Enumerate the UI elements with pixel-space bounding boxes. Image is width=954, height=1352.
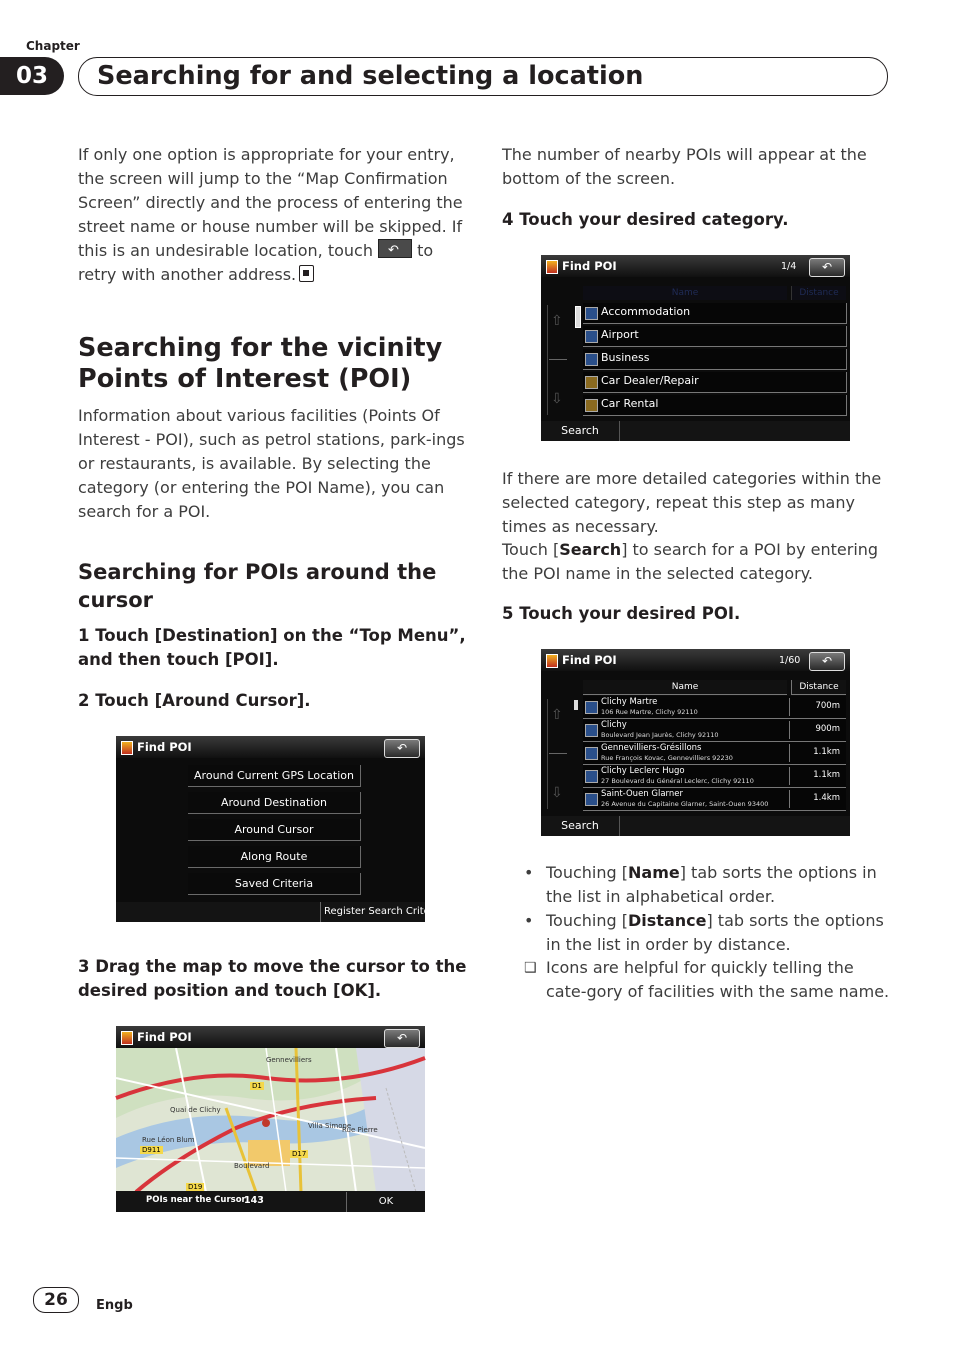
- bullet-icon: •: [524, 911, 534, 930]
- name-tab[interactable]: Name: [583, 680, 787, 695]
- menu-along-route[interactable]: Along Route: [188, 846, 361, 868]
- poi-distance: 700m: [815, 701, 840, 711]
- paragraph-search: [502, 538, 894, 586]
- category-row[interactable]: [583, 326, 847, 347]
- pois-near-cursor-label: POIs near the Cursor:: [146, 1195, 250, 1205]
- poi-row[interactable]: [583, 742, 846, 765]
- back-button[interactable]: ↶: [384, 739, 420, 758]
- car-repair-icon: [585, 376, 598, 389]
- name-tab[interactable]: Name: [583, 286, 787, 300]
- map-cursor-marker[interactable]: [262, 1119, 270, 1127]
- business-icon: [585, 353, 598, 366]
- poi-address: 27 Boulevard du Général Leclerc, Clichy 92110: [601, 777, 754, 785]
- screen-title: Find POI: [137, 740, 192, 754]
- page-indicator: 1/60: [779, 655, 801, 666]
- text: Touching [: [546, 863, 628, 882]
- poi-icon: [546, 260, 558, 274]
- end-of-section-icon: [299, 265, 314, 282]
- language-code: Engb: [96, 1298, 133, 1313]
- paragraph-detailed-categories: If there are more detailed categories within the selected category, repeat this step as many times as necessary.: [502, 469, 882, 536]
- menu-around-cursor[interactable]: Around Cursor: [188, 819, 361, 841]
- poi-name: Clichy Leclerc Hugo: [601, 766, 685, 776]
- category-label: Car Dealer/Repair: [601, 374, 699, 387]
- car-rental-icon: [585, 399, 598, 412]
- divider: [789, 721, 790, 739]
- section-title: Searching for the vicinity Points of Interest (POI): [78, 333, 443, 394]
- category-label: Airport: [601, 328, 639, 341]
- step-5: 5 Touch your desired POI.: [502, 604, 741, 623]
- step-2: 2 Touch [Around Cursor].: [78, 691, 311, 710]
- poi-name: Clichy Martre: [601, 697, 658, 707]
- register-search-criteria-button[interactable]: Register Search Criteria: [320, 902, 443, 922]
- category-row[interactable]: [583, 372, 847, 393]
- subsection-title: Searching for POIs around the cursor: [78, 560, 437, 612]
- page-indicator: 1/4: [781, 261, 797, 272]
- screenshot-poi-categories: [541, 255, 850, 441]
- name-keyword: Name: [628, 863, 680, 882]
- poi-name: Saint-Ouen Glarner: [601, 789, 683, 799]
- search-button[interactable]: Search: [541, 816, 620, 836]
- poi-icon: [121, 1031, 133, 1045]
- screen-title: Find POI: [562, 653, 617, 667]
- distance-keyword: Distance: [628, 911, 707, 930]
- category-row[interactable]: [583, 349, 847, 370]
- road-label: D19: [188, 1183, 203, 1191]
- poi-name: Gennevilliers-Grésillons: [601, 743, 702, 753]
- divider: [789, 767, 790, 785]
- search-keyword: Search: [559, 540, 622, 559]
- category-label: Accommodation: [601, 305, 691, 318]
- poi-address: 106 Rue Martre, Clichy 92110: [601, 708, 698, 716]
- pois-near-cursor-count: 143: [244, 1195, 264, 1206]
- intro-text-end: to retry with another address.: [78, 241, 434, 284]
- scrollbar-thumb[interactable]: [574, 700, 578, 710]
- screen-title: Find POI: [562, 259, 617, 273]
- poi-row[interactable]: [583, 788, 846, 811]
- screenshot-find-poi-menu: [116, 736, 443, 922]
- divider: [789, 790, 790, 808]
- scroll-up-icon[interactable]: ⇧: [551, 313, 563, 329]
- step-3: 3 Drag the map to move the cursor to the desired position and touch [OK].: [78, 957, 467, 1000]
- poi-distance: 1.4km: [813, 793, 840, 803]
- back-button[interactable]: ↶: [384, 1029, 420, 1048]
- street-name: Rue Pierre: [342, 1126, 378, 1134]
- screen-title: Find POI: [137, 1030, 192, 1044]
- street-name: Rue Léon Blum: [142, 1136, 195, 1144]
- category-row[interactable]: [583, 395, 847, 416]
- scroll-up-icon[interactable]: ⇧: [551, 707, 563, 723]
- bullet-distance-tab: [524, 909, 892, 957]
- category-row[interactable]: [583, 303, 847, 324]
- section-body: Information about various facilities (Points Of Interest - POI), such as petrol stations, park-ings or restaurants, is available. By selecting the category (or entering the POI Name), you can search for a POI.: [78, 406, 465, 521]
- poi-address: Rue François Kovac, Gennevilliers 92230: [601, 754, 733, 762]
- step-1: 1 Touch [Destination] on the “Top Menu”, and then touch [POI].: [78, 626, 466, 669]
- scroll-down-icon[interactable]: ⇩: [551, 785, 563, 801]
- distance-tab[interactable]: Distance: [791, 680, 846, 695]
- street-name: Villa Simone: [308, 1122, 352, 1130]
- street-name: Gennevilliers: [266, 1056, 312, 1064]
- text: Touching [: [546, 911, 628, 930]
- back-button[interactable]: ↶: [809, 652, 845, 671]
- distance-tab[interactable]: Distance: [791, 286, 846, 300]
- train-station-icon: [585, 747, 598, 760]
- text: Touch [: [502, 540, 560, 559]
- category-label: Business: [601, 351, 650, 364]
- divider: [789, 744, 790, 762]
- poi-address: Boulevard Jean Jaurès, Clichy 92110: [601, 731, 719, 739]
- menu-saved-criteria[interactable]: Saved Criteria: [188, 873, 361, 895]
- poi-icon: [121, 741, 133, 755]
- chapter-label: Chapter: [26, 39, 80, 53]
- right-intro: The number of nearby POIs will appear at the bottom of the screen.: [502, 145, 867, 188]
- train-station-icon: [585, 793, 598, 806]
- step-4: 4 Touch your desired category.: [502, 210, 789, 229]
- road-label: D911: [142, 1146, 161, 1154]
- page-number: 26: [33, 1287, 79, 1313]
- road-label: D17: [292, 1150, 307, 1158]
- note-box-icon: ❑: [524, 960, 537, 976]
- menu-around-destination[interactable]: Around Destination: [188, 792, 361, 814]
- text: ] to search for a POI by entering the POI name in the selected category.: [502, 540, 879, 583]
- street-name: Boulevard: [234, 1162, 270, 1170]
- menu-around-gps[interactable]: Around Current GPS Location: [188, 765, 361, 787]
- map-view[interactable]: [116, 1048, 425, 1192]
- airport-icon: [585, 330, 598, 343]
- bullet-icon: •: [524, 863, 534, 882]
- intro-text: If only one option is appropriate for your entry, the screen will jump to the “Map Confirmation Screen” directly and the process of entering the street name or house number will be skipped. If this is an undesirable location, touch: [78, 145, 463, 260]
- train-station-icon: [585, 724, 598, 737]
- note-icons: [524, 956, 892, 1004]
- divider: [549, 753, 567, 754]
- screenshot-map-cursor: [116, 1026, 425, 1212]
- scrollbar-thumb[interactable]: [575, 306, 581, 328]
- poi-icon: [546, 654, 558, 668]
- note-text: Icons are helpful for quickly telling the cate-gory of facilities with the same name.: [546, 958, 890, 1001]
- hotel-icon: [585, 307, 598, 320]
- screenshot-poi-results: [541, 649, 850, 836]
- text: ] tab sorts the options in the list in alphabetical order.: [546, 863, 877, 906]
- poi-distance: 900m: [815, 724, 840, 734]
- poi-row[interactable]: [583, 719, 846, 742]
- poi-distance: 1.1km: [813, 770, 840, 780]
- intro-paragraph: [78, 143, 466, 287]
- train-station-icon: [585, 701, 598, 714]
- divider: [789, 698, 790, 716]
- category-label: Car Rental: [601, 397, 659, 410]
- scrollbar-track: [547, 305, 548, 415]
- poi-distance: 1.1km: [813, 747, 840, 757]
- chapter-title: Searching for and selecting a location: [97, 61, 644, 91]
- poi-name: Clichy: [601, 720, 627, 730]
- back-button-icon: [378, 239, 412, 258]
- bullet-name-tab: [524, 861, 892, 909]
- street-name: Quai de Clichy: [170, 1106, 221, 1114]
- search-button[interactable]: Search: [541, 421, 620, 441]
- scrollbar-track: [547, 699, 548, 809]
- text: ] tab sorts the options in the list in order by distance.: [546, 911, 884, 954]
- back-button[interactable]: ↶: [809, 258, 845, 277]
- poi-row[interactable]: [583, 765, 846, 788]
- train-station-icon: [585, 770, 598, 783]
- poi-address: 26 Avenue du Capitaine Glarner, Saint-Ouen 93400: [601, 800, 769, 808]
- scroll-down-icon[interactable]: ⇩: [551, 391, 563, 407]
- poi-row[interactable]: [583, 696, 846, 719]
- road-label: D1: [252, 1082, 262, 1090]
- divider: [549, 359, 567, 360]
- chapter-number: 03: [0, 57, 64, 95]
- ok-button[interactable]: OK: [346, 1192, 425, 1212]
